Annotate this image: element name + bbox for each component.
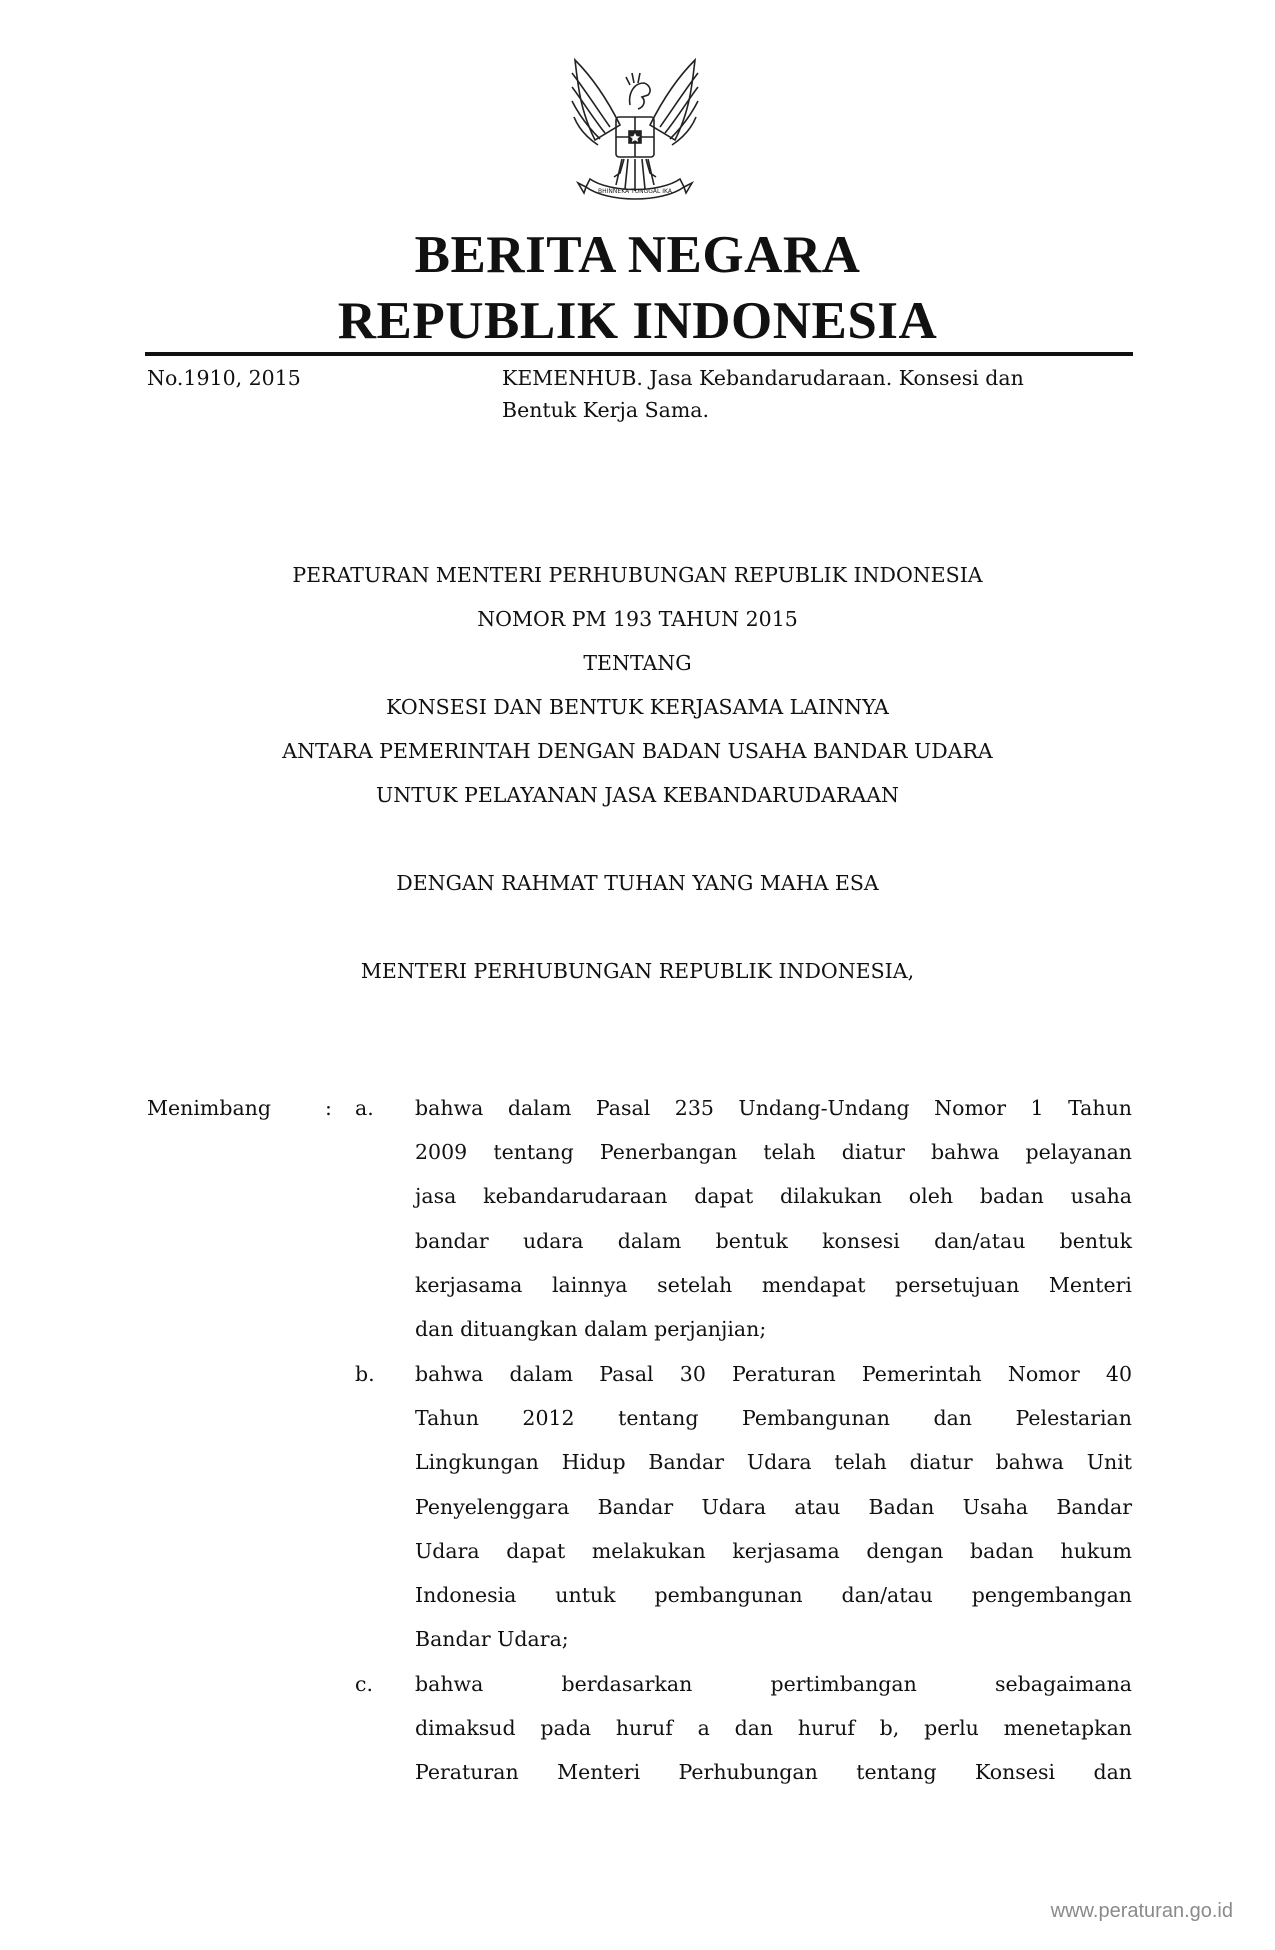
- considering-label: Menimbang: [147, 1096, 271, 1120]
- masthead-title-line2: REPUBLIK INDONESIA: [337, 292, 938, 350]
- spacer: [0, 817, 1275, 861]
- item-b-line: Lingkungan Hidup Bandar Udara telah diatur bahwa Unit: [415, 1450, 1132, 1475]
- regulation-title-block: [0, 553, 1275, 993]
- considering-item-a: [415, 1086, 1132, 1351]
- item-a-line: jasa kebandarudaraan dapat dilakukan oleh badan usaha: [415, 1184, 1132, 1209]
- item-a-line: kerjasama lainnya setelah mendapat persetujuan Menteri: [415, 1272, 1132, 1297]
- item-b-line: Bandar Udara;: [415, 1627, 569, 1652]
- regulation-subject-line3: UNTUK PELAYANAN JASA KEBANDARUDARAAN: [376, 783, 899, 807]
- masthead-title-line1: BERITA NEGARA: [414, 226, 861, 284]
- regulation-number: NOMOR PM 193 TAHUN 2015: [477, 607, 798, 631]
- garuda-emblem-icon: [550, 55, 720, 220]
- regulation-subject-line1: KONSESI DAN BENTUK KERJASAMA LAINNYA: [386, 695, 889, 719]
- invocation: DENGAN RAHMAT TUHAN YANG MAHA ESA: [396, 871, 879, 895]
- item-a-line: bandar udara dalam bentuk konsesi dan/atau bentuk: [415, 1228, 1132, 1253]
- item-a-line: dan dituangkan dalam perjanjian;: [415, 1317, 767, 1342]
- masthead-divider: [145, 352, 1133, 356]
- item-b-line: bahwa dalam Pasal 30 Peraturan Pemerintah Nomor 40: [415, 1362, 1132, 1386]
- footer-source-url[interactable]: www.peraturan.go.id: [1050, 1900, 1233, 1922]
- item-b-line: Penyelenggara Bandar Udara atau Badan Usaha Bandar: [415, 1494, 1132, 1519]
- gazette-number: No.1910, 2015: [147, 366, 301, 390]
- gazette-topic-line2: Bentuk Kerja Sama.: [502, 398, 710, 422]
- item-b-line: Tahun 2012 tentang Pembangunan dan Pelestarian: [415, 1406, 1132, 1431]
- regulation-about: TENTANG: [583, 651, 692, 675]
- item-b-line: Indonesia untuk pembangunan dan/atau pengembangan: [415, 1583, 1132, 1608]
- item-letter-c: c.: [355, 1672, 373, 1696]
- considering-colon: :: [325, 1096, 332, 1120]
- item-a-line: bahwa dalam Pasal 235 Undang-Undang Nomor 1 Tahun: [415, 1096, 1132, 1120]
- regulation-title-line1: PERATURAN MENTERI PERHUBUNGAN REPUBLIK INDONESIA: [292, 563, 983, 587]
- issuer: MENTERI PERHUBUNGAN REPUBLIK INDONESIA,: [360, 959, 915, 983]
- emblem-motto: BHINNEKA TUNGGAL IKA: [598, 188, 672, 195]
- item-letter-b: b.: [355, 1362, 375, 1386]
- item-a-line: 2009 tentang Penerbangan telah diatur bahwa pelayanan: [415, 1140, 1132, 1165]
- item-c-line: dimaksud pada huruf a dan huruf b, perlu menetapkan: [415, 1716, 1132, 1741]
- item-c-line: bahwa berdasarkan pertimbangan sebagaimana: [415, 1672, 1132, 1696]
- gazette-topic-line1: KEMENHUB. Jasa Kebandarudaraan. Konsesi dan: [502, 366, 1024, 390]
- considering-item-b: [415, 1352, 1132, 1661]
- considering-item-c: [415, 1662, 1132, 1795]
- item-c-line: Peraturan Menteri Perhubungan tentang Konsesi dan: [415, 1760, 1132, 1785]
- gazette-topic: [502, 362, 1132, 426]
- item-b-line: Udara dapat melakukan kerjasama dengan badan hukum: [415, 1538, 1132, 1563]
- regulation-subject-line2: ANTARA PEMERINTAH DENGAN BADAN USAHA BANDAR UDARA: [282, 739, 993, 763]
- item-letter-a: a.: [355, 1096, 374, 1120]
- spacer: [0, 905, 1275, 949]
